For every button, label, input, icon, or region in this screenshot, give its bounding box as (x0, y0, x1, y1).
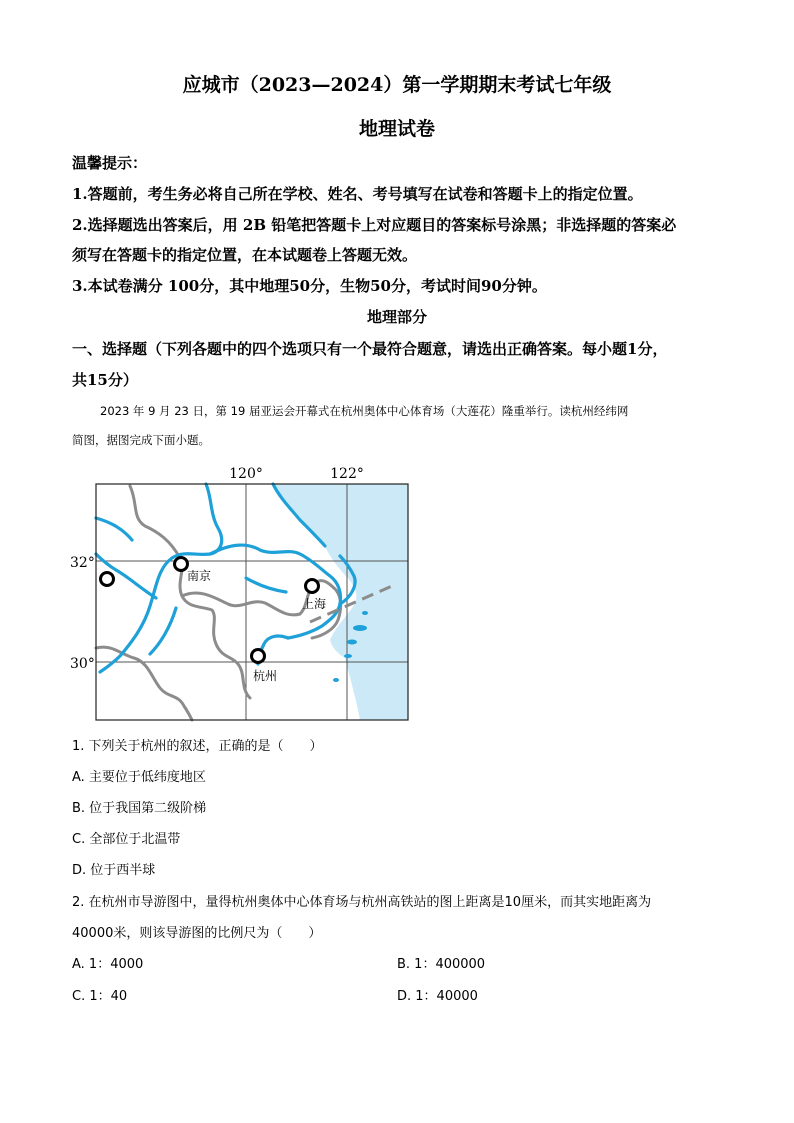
notice-item-3: 3.本试卷满分 100分，其中地理50分，生物50分，考试时间90分钟。 (72, 277, 547, 295)
hangzhou-grid-map (60, 458, 420, 724)
exam-subtitle: 地理试卷 (358, 118, 435, 140)
notice-item-2-cont: 须写在答题卡的指定位置，在本试题卷上答题无效。 (72, 246, 418, 264)
notice-item-2: 2.选择题选出答案后，用 2B 铅笔把答题卡上对应题目的答案标号涂黑；非选择题的答案必 (72, 216, 677, 234)
lat-label-32: 32° (70, 555, 95, 571)
intro-text-cont: 简图，据图完成下面小题。 (72, 433, 210, 447)
question-1-option-b: B. 位于我国第二级阶梯 (72, 801, 207, 816)
shanghai-marker (306, 580, 319, 593)
question-2-stem: 2. 在杭州市导游图中，量得杭州奥体中心体育场与杭州高铁站的图上距离是10厘米，而其实地距离为 (72, 895, 652, 910)
city-label-hangzhou: 杭州 (253, 669, 278, 683)
notice-item-1: 1.答题前，考生务必将自己所在学校、姓名、考号填写在试卷和答题卡上的指定位置。 (72, 185, 643, 203)
lon-label-120: 120° (229, 466, 263, 482)
question-1-option-a: A. 主要位于低纬度地区 (72, 770, 206, 785)
question-2-stem-cont: 40000米，则该导游图的比例尺为（ ） (72, 926, 322, 941)
city-label-shanghai: 上海 (302, 597, 327, 611)
question-1-option-c: C. 全部位于北温带 (72, 832, 181, 847)
unnamed-city-marker (101, 573, 114, 586)
question-2-option-b: B. 1：400000 (397, 957, 486, 972)
section-heading-cont: 共15分） (72, 371, 138, 389)
lon-label-122: 122° (330, 466, 364, 482)
exam-title: 应城市（2023—2024）第一学期期末考试七年级 (182, 74, 612, 96)
section-heading: 一、选择题（下列各题中的四个选项只有一个最符合题意，请选出正确答案。每小题1分， (72, 340, 668, 358)
nanjing-marker (175, 558, 188, 571)
notice-heading: 温馨提示： (72, 154, 148, 172)
question-1-stem: 1. 下列关于杭州的叙述，正确的是（ ） (72, 739, 323, 754)
intro-text: 2023 年 9 月 23 日，第 19 届亚运会开幕式在杭州奥体中心体育场（大莲花）隆重举行。读杭州经纬网 (100, 404, 629, 418)
question-2-option-c: C. 1：40 (72, 989, 128, 1004)
lat-label-30: 30° (70, 656, 95, 672)
city-label-nanjing: 南京 (187, 569, 212, 583)
question-2-option-d: D. 1：40000 (397, 989, 478, 1004)
question-1-option-d: D. 位于西半球 (72, 863, 156, 878)
question-2-option-a: A. 1：4000 (72, 957, 144, 972)
hangzhou-marker (252, 650, 265, 663)
part-title: 地理部分 (366, 308, 427, 326)
